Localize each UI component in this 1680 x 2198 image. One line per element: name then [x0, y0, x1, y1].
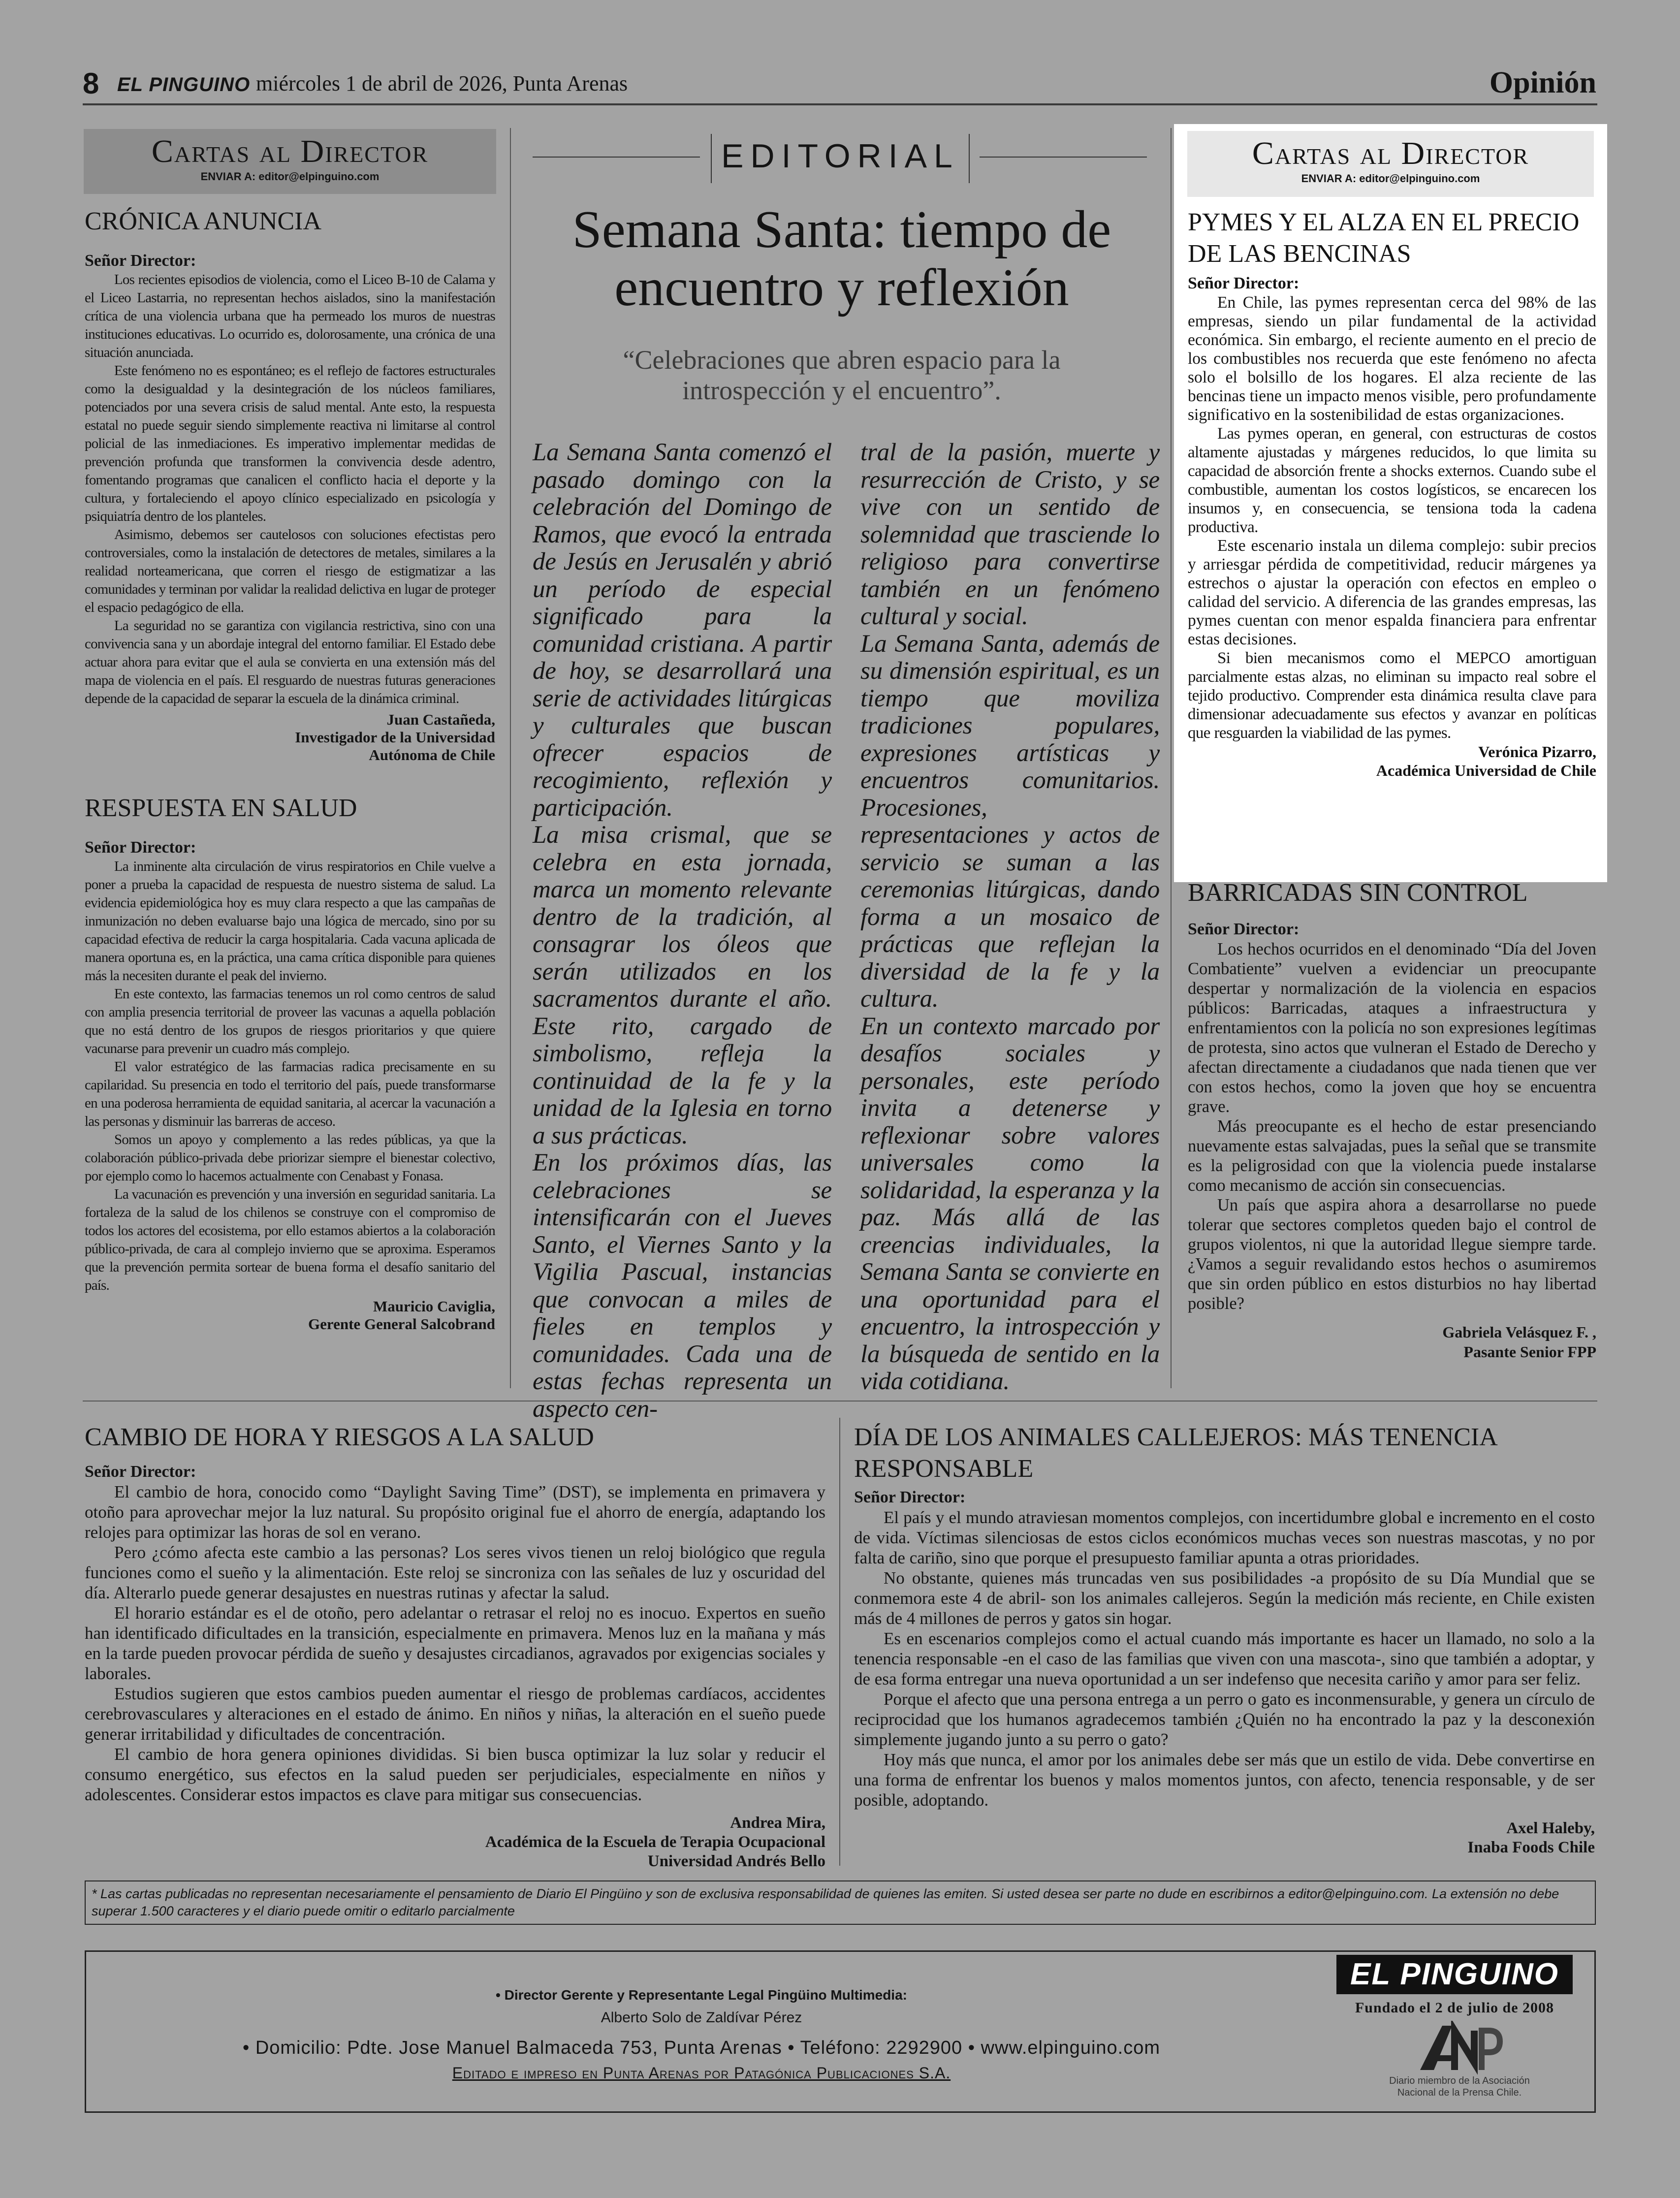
letter-paragraph: Hoy más que nunca, el amor por los animales debe ser más que un estilo de vida. Debe convertirse en una forma de enfrentar los buenos y malos momentos juntos, con afecto, tenencia responsable, y de ser posible, adoptando. — [854, 1750, 1595, 1810]
signature-line: Inaba Foods Chile — [1467, 1839, 1595, 1856]
signature-line: Académica Universidad de Chile — [1376, 762, 1596, 779]
letter-paragraph: Somos un apoyo y complemento a las redes públicas, ya que la colaboración público-privada debe priorizar siempre el bienestar colectivo, por ejemplo como lo hacemos actualmente con Cenabast y Fonasa. — [85, 1132, 495, 1184]
letter-paragraph: Es en escenarios complejos como el actual cuando más importante es hacer un llamado, no solo a la tenencia responsable -en el caso de las familias que viven con una mascota-, sino que también a adoptar, y de esa forma entregar una nueva oportunidad a un ser indefenso que necesita cariño y amor para ser feliz. — [854, 1629, 1595, 1688]
letter-paragraph: Este escenario instala un dilema complejo: subir precios y arriesgar pérdida de competitividad, reducir márgenes ya estrechos o ajustar la operación con efectos en empleo o calidad del servicio. A diferencia de las grandes empresas, las pymes cuentan con menor espalda financiera para enfrentar estas decisiones. — [1188, 537, 1596, 648]
signature-line: Investigador de la Universidad — [295, 729, 495, 746]
letter-title: PYMES Y EL ALZA EN EL PRECIO DE LAS BENCINAS — [1188, 208, 1580, 268]
signature-line: Gerente General Salcobrand — [308, 1315, 495, 1333]
anp-logo-icon — [1415, 2021, 1504, 2075]
editorial-column-2 — [860, 439, 1160, 1396]
section-title: Opinión — [1489, 66, 1596, 99]
letter-title: DÍA DE LOS ANIMALES CALLEJEROS: MÁS TENENCIA RESPONSABLE — [854, 1423, 1496, 1483]
signature-line: Autónoma de Chile — [369, 746, 495, 764]
letter-barricadas — [1188, 877, 1596, 1362]
letter-signature — [85, 1298, 495, 1333]
masthead-logo: EL PINGUINO — [117, 74, 251, 96]
letter-paragraph: Los hechos ocurridos en el denominado “Día del Joven Combatiente” vuelven a evidenciar un preocupante despertar y normalización de la violencia en espacios públicos: Barricadas, ataques a infraestructura y enfrentamientos con la policía no son expresiones legítimas de protesta, sino actos que vulneran el Estado de Derecho y afectan directamente a ciudadanos que nada tienen que ver con estos hechos, como la joven que hoy se encuentra grave. — [1188, 940, 1596, 1116]
letter-paragraph: En este contexto, las farmacias tenemos un rol como centros de salud con amplia presencia territorial de proveer las vacunas a aquella población que no está dentro de los grupos de riesgos prioritarios y que quiere vacunarse para prevenir un cuadro más complejo. — [85, 986, 495, 1056]
imprint-box — [85, 1950, 1596, 2113]
editorial-title: Semana Santa: tiempo de encuentro y reflexión — [572, 200, 1111, 317]
letter-cronica — [85, 206, 495, 764]
signature-line: Universidad Andrés Bello — [647, 1852, 825, 1870]
editorial-rule — [533, 157, 700, 158]
edited-by: Editado e impreso en Punta Arenas por Patagónica Publicaciones S.A. — [452, 2064, 951, 2082]
letter-paragraph: La vacunación es prevención y una inversión en seguridad sanitaria. La fortaleza de la salud de los chilenos se construye con el compromiso de todos los actores del ecosistema, por ello estamos abiertos a la colaboración público-privada, de cara al complejo invierno que se aproxima. Esperamos que la prevención permita sortear de buena forma el desafío sanitario del país. — [85, 1186, 495, 1293]
editorial-paragraph: La Semana Santa comenzó el pasado domingo con la celebración del Domingo de Ramos, que evocó la entrada de Jesús en Jerusalén y abrió un período de especial significado para la comunidad cristiana. A partir de hoy, se desarrollará una serie de actividades litúrgicas y culturales que buscan ofrecer espacios de recogimiento, reflexión y participación. — [533, 439, 832, 822]
letter-paragraph: El cambio de hora genera opiniones divididas. Si bien busca optimizar la luz solar y reducir el consumo energético, sus efectos en la salud pueden ser perjudiciales, especialmente en niños y adolescentes. Considerar estos impactos es clave para mitigar sus consecuencias. — [85, 1745, 825, 1804]
letter-paragraph: Porque el afecto que una persona entrega a un perro o gato es inconmensurable, y genera un círculo de reciprocidad que los humanos agradecemos también ¿Quién no ha encontrado la paz y la desconexión simplemente jugando junto a su perro o gato? — [854, 1689, 1595, 1749]
letter-salutation: Señor Director: — [85, 838, 196, 857]
letter-salud — [85, 793, 495, 1333]
letter-paragraph: Los recientes episodios de violencia, como el Liceo B-10 de Calama y el Liceo Lastarria, no representan hechos aislados, sino la manifestación crítica de una violencia urbana que ha permeado los muros de nuestras instituciones educativas. Lo ocurrido es, dolorosamente, una crónica de una situación anunciada. — [85, 272, 495, 360]
letter-signature — [1188, 742, 1596, 780]
letter-paragraph: Asimismo, debemos ser cautelosos con soluciones efectistas pero controversiales, como la instalación de detectores de metales, similares a la realidad norteamericana, que corren el riesgo de estigmatizar a las comunidades y terminan por validar la realidad delictiva en lugar de proteger el espacio pedagógico de ella. — [85, 527, 495, 615]
column-divider — [510, 128, 511, 1388]
letter-title: CAMBIO DE HORA Y RIESGOS A LA SALUD — [85, 1423, 594, 1451]
editorial-paragraph: tral de la pasión, muerte y resurrección de Cristo, y se vive con un sentido de solemnidad que trasciende lo religioso para convertirse también en un fenómeno cultural y social. — [860, 439, 1160, 630]
letter-paragraph: Las pymes operan, en general, con estructuras de costos altamente ajustadas y márgenes reducidos, lo que limita su capacidad de absorción frente a shocks externos. Cuando sube el combustible, aumentan los costos logísticos, se encarecen los insumos y, en consecuencia, se tensiona toda la cadena productiva. — [1188, 425, 1596, 536]
letter-pymes — [1188, 207, 1596, 780]
letter-paragraph: Estudios sugieren que estos cambios pueden aumentar el riesgo de problemas cardíacos, accidentes cerebrovasculares y alteraciones en el estado de ánimo. En niños y niñas, la alteración en el sueño puede generar irritabilidad y dificultades de concentración. — [85, 1684, 825, 1744]
letter-signature — [1188, 1322, 1596, 1362]
letter-paragraph: Si bien mecanismos como el MEPCO amortiguan parcialmente estas alzas, no eliminan su impacto real sobre el tejido productivo. Comprender esta dinámica resulta clave para dimensionar adecuadamente sus efectos y avanzar en políticas que resguarden la viabilidad de las pymes. — [1188, 649, 1596, 742]
section-divider — [83, 1401, 1597, 1402]
cartas-email: ENVIAR A: editor@elpinguino.com — [200, 170, 380, 183]
letter-paragraph: En Chile, las pymes representan cerca del 98% de las empresas, siendo un pilar fundamental de la actividad económica. Sin embargo, el reciente aumento en el precio de los combustibles nos recuerda que este fenómeno no afecta solo el bolsillo de los hogares. El alza reciente de las bencinas tiene un impacto menos visible, pero profundamente significativo en la sostenibilidad de estas organizaciones. — [1188, 293, 1596, 424]
disclaimer-text: * Las cartas publicadas no representan necesariamente el pensamiento de Diario El Pingüino y son de exclusiva responsabilidad de quienes las emiten. Si usted desea ser parte no dude en escribirnos a editor@elpinguino.com. La extensión no debe superar 1.500 caracteres y el diario puede omitir o editarlo parcialmente — [92, 1886, 1559, 1918]
letter-salutation: Señor Director: — [1188, 920, 1300, 938]
letter-signature — [85, 1814, 825, 1871]
letter-signature — [85, 711, 495, 764]
contact-info: • Domicilio: Pdte. Jose Manuel Balmaceda 753, Punta Arenas • Teléfono: 2292900 • www.elpinguino.com — [242, 2038, 1161, 2058]
letter-salutation: Señor Director: — [85, 1463, 196, 1481]
letter-title: CRÓNICA ANUNCIA — [85, 207, 322, 235]
letter-paragraph: El valor estratégico de las farmacias radica precisamente en su capilaridad. Su presencia en todo el territorio del país, puede transformarse en una poderosa herramienta de equidad sanitaria, al acercar la vacunación a las personas y disminuir las barreras de acceso. — [85, 1059, 495, 1129]
editorial-paragraph: En los próximos días, las celebraciones se intensificarán con el Jueves Santo, el Viernes Santo y la Vigilia Pascual, instancias que convocan a miles de fieles en templos y comunidades. Cada una de estas fechas representa un aspecto cen- — [533, 1149, 832, 1423]
letter-salutation: Señor Director: — [85, 252, 196, 270]
editorial-rule — [980, 157, 1147, 158]
editorial-column-1 — [533, 439, 832, 1423]
disclaimer-box — [85, 1880, 1596, 1925]
letter-paragraph: Este fenómeno no es espontáneo; es el reflejo de factores estructurales como la desigualdad y la desintegración de los núcleos familiares, potenciados por una severa crisis de salud mental. Ante esto, la respuesta estatal no puede seguir siendo simplemente reactiva ni limitarse al control policial de las inmediaciones. Es imperativo implementar medidas de prevención profunda que transformen la convivencia desde adentro, fomentando programas que canalicen el conflicto hacia el deporte y la cultura, y fortaleciendo el apoyo clínico especializado en psicología y psiquiatría dentro de los planteles. — [85, 363, 495, 524]
letter-salutation: Señor Director: — [1188, 274, 1300, 292]
editorial-label: EDITORIAL — [721, 137, 959, 175]
signature-line: Gabriela Velásquez F. , — [1442, 1323, 1596, 1341]
signature-line: Axel Haleby, — [1506, 1819, 1595, 1837]
letter-title: RESPUESTA EN SALUD — [85, 794, 357, 822]
letter-paragraph: Más preocupante es el hecho de estar presenciando nuevamente estas salvajadas, pues la señal que se transmite es la peligrosidad con que la violencia puede instalarse como mecanismo de acción sin consecuencias. — [1188, 1117, 1596, 1195]
editorial-paragraph: La misa crismal, que se celebra en esta jornada, marca un momento relevante dentro de la tradición, al consagrar los óleos que serán utilizados en los sacramentos durante el año. Este rito, cargado de simbolismo, refleja la continuidad de la fe y la unidad de la Iglesia en torno a sus prácticas. — [533, 821, 832, 1149]
column-divider — [1171, 128, 1172, 1388]
letter-paragraph: Un país que aspira ahora a desarrollarse no puede tolerar que sectores completos queden bajo el control de grupos violentos, ni que la autoridad llegue siempre tarde. ¿Vamos a seguir revalidando estos hechos o asumiremos que sin orden público en estos disturbios no hay libertad posible? — [1188, 1196, 1596, 1313]
letter-paragraph: La seguridad no se garantiza con vigilancia restrictiva, sino con una convivencia sana y un abordaje integral del entorno familiar. El Estado debe actuar ahora para evitar que el aula se convierta en una extensión más del mapa de violencia en el país. El resguardo de nuestras futuras generaciones depende de la capacidad de separar la escuela de la dinámica criminal. — [85, 618, 495, 706]
letter-paragraph: El horario estándar es el de otoño, pero adelantar o retrasar el reloj no es inocuo. Expertos en sueño han identificado dificultades en la transición, especialmente en primavera. Menos luz en la mañana y más en la tarde pueden provocar pérdida de sueño y desajustes circadianos, agravados por exigencias sociales y laborales. — [85, 1603, 825, 1683]
cartas-header-left — [84, 129, 496, 194]
editorial-paragraph: En un contexto marcado por desafíos sociales y personales, este período invita a detenerse y reflexionar sobre valores universales como la solidaridad, la esperanza y la paz. Más allá de las creencias individuales, la Semana Santa se convierte en una oportunidad para el encuentro, la introspección y la búsqueda de sentido en la vida cotidiana. — [860, 1012, 1160, 1395]
editorial-paragraph: La Semana Santa, además de su dimensión espiritual, es un tiempo que moviliza tradiciones populares, expresiones artísticas y encuentros comunitarios. Procesiones, representaciones y actos de servicio se suman a las ceremonias litúrgicas, dando forma a un mosaico de prácticas que reflejan la diversidad de la fe y la cultura. — [860, 630, 1160, 1013]
cartas-header-right — [1187, 131, 1594, 197]
signature-line: Verónica Pizarro, — [1478, 743, 1596, 761]
cartas-title: Cartas al Director — [1252, 135, 1529, 171]
signature-line: Pasante Senior FPP — [1463, 1343, 1596, 1361]
anp-logo — [1415, 2021, 1504, 2075]
cartas-title: Cartas al Director — [151, 133, 429, 169]
anp-text: Diario miembro de la Asociación Nacional de la Prensa Chile. — [1389, 2075, 1530, 2098]
signature-line: Mauricio Caviglia, — [373, 1298, 495, 1315]
letter-animales — [854, 1422, 1595, 1857]
signature-line: Académica de la Escuela de Terapia Ocupacional — [485, 1833, 825, 1851]
letter-paragraph: La inminente alta circulación de virus respiratorios en Chile vuelve a poner a prueba la capacidad de respuesta de nuestro sistema de salud. La evidencia epidemiológica hoy es muy clara respecto a que las campañas de inmunización no deben evaluarse bajo una lógica de mercado, sino por su capacidad efectiva de reducir la carga hospitalaria. Cada vacuna aplicada de manera oportuna es, en la práctica, una cama crítica disponible para quienes más la necesiten durante el peak del invierno. — [85, 859, 495, 984]
editorial-rule — [969, 134, 970, 183]
director-name: Alberto Solo de Zaldívar Pérez — [601, 2009, 802, 2026]
header-rule — [83, 103, 1597, 105]
director-label: • Director Gerente y Representante Legal Pingüino Multimedia: — [496, 1987, 907, 2003]
founded-date: Fundado el 2 de julio de 2008 — [1355, 2000, 1554, 2016]
letter-paragraph: Pero ¿cómo afecta este cambio a las personas? Los seres vivos tienen un reloj biológico que regula funciones como el sueño y la alimentación. Este reloj se sincroniza con las señales de luz y oscuridad del día. Alterarlo puede generar desajustes en nuestras rutinas y afectar la salud. — [85, 1543, 825, 1602]
letter-paragraph: No obstante, quienes más truncadas ven sus posibilidades -a propósito de su Día Mundial que se conmemora este 4 de abril- son los animales callejeros. Según la medición más reciente, en Chile existen más de 4 millones de perros y gatos sin hogar. — [854, 1568, 1595, 1628]
column-divider — [839, 1418, 840, 1866]
letter-paragraph: El cambio de hora, conocido como “Daylight Saving Time” (DST), se implementa en primavera y otoño para aprovechar mejor la luz natural. Su propósito original fue el ahorro de energía, adaptando los relojes para optimizar las horas de sol en verano. — [85, 1482, 825, 1542]
signature-line: Andrea Mira, — [730, 1814, 825, 1832]
cartas-email: ENVIAR A: editor@elpinguino.com — [1301, 172, 1480, 185]
editorial-quote: “Celebraciones que abren espacio para la introspección y el encuentro”. — [623, 345, 1061, 405]
footer-logo: EL PINGUINO — [1336, 1955, 1573, 1994]
date-place: miércoles 1 de abril de 2026, Punta Arenas — [256, 71, 628, 96]
signature-line: Juan Castañeda, — [386, 711, 495, 728]
letter-salutation: Señor Director: — [854, 1488, 966, 1506]
letter-hora — [85, 1422, 825, 1871]
letter-title: BARRICADAS SIN CONTROL — [1188, 879, 1528, 907]
page-number: 8 — [83, 67, 99, 100]
letter-paragraph: El país y el mundo atraviesan momentos complejos, con incertidumbre global e incremento en el costo de vida. Víctimas silenciosas de estos ciclos económicos muchas veces son nuestras mascotas, y no por falta de cariño, sino que porque el presupuesto familiar apunta a otras prioridades. — [854, 1508, 1595, 1567]
letter-signature — [854, 1819, 1595, 1857]
